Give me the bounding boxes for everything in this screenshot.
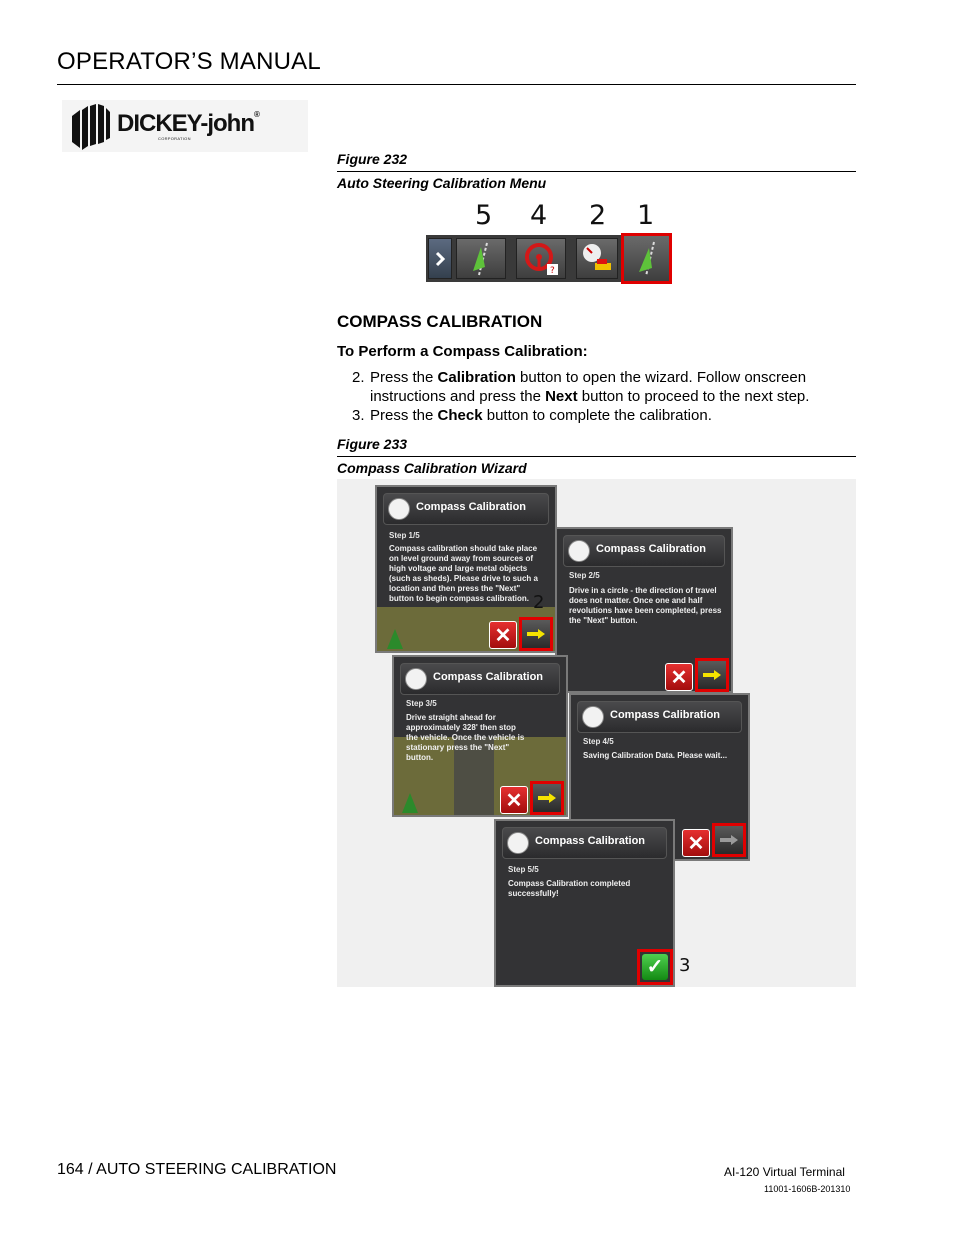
window-titlebar (502, 827, 667, 859)
logo-corporation: CORPORATION (158, 136, 191, 141)
window-titlebar (563, 535, 725, 567)
expand-arrow-icon[interactable] (428, 238, 452, 279)
step-message: Saving Calibration Data. Please wait... (583, 751, 728, 760)
step-indicator: Step 2/5 (569, 571, 600, 580)
callout-2: 2 (589, 200, 607, 231)
wizard-window-step-3 (392, 655, 568, 817)
window-titlebar (577, 701, 742, 733)
next-arrow-icon (527, 629, 545, 639)
dickey-john-logo (62, 100, 308, 152)
window-title: Compass Calibration (610, 709, 721, 721)
wizard-window-step-1 (375, 485, 557, 653)
compass-icon (507, 832, 529, 854)
footer-doc-code: 11001-1606B-201310 (764, 1184, 851, 1194)
window-titlebar (383, 493, 549, 525)
next-arrow-icon (703, 670, 721, 680)
wizard-window-step-2 (555, 527, 733, 693)
next-button[interactable] (519, 617, 553, 651)
logo-mark-icon (68, 102, 112, 150)
cancel-button[interactable]: ✕ (682, 829, 710, 857)
auto-steering-toolbar (426, 235, 672, 282)
section-heading: COMPASS CALIBRATION (337, 312, 543, 331)
next-button-disabled[interactable] (712, 823, 746, 857)
wizard-window-step-5 (494, 819, 675, 987)
manual-title: OPERATOR’S MANUAL (57, 48, 321, 75)
step-message: Compass Calibration completed successfully! (508, 879, 631, 898)
next-button[interactable] (695, 658, 729, 692)
step-indicator: Step 1/5 (389, 531, 420, 540)
callout-3-check: 3 (679, 955, 691, 976)
header-rule (57, 84, 856, 85)
step-number: 2. (352, 369, 365, 386)
window-title: Compass Calibration (433, 671, 544, 683)
figure-232-rule (337, 171, 856, 172)
vehicle-icon (402, 793, 418, 813)
figure-233-title: Compass Calibration Wizard (337, 460, 527, 476)
figure-233-label: Figure 233 (337, 436, 408, 452)
compass-icon (388, 498, 410, 520)
check-icon: ✓ (642, 954, 668, 980)
next-button[interactable] (530, 781, 564, 815)
figure-232-label: Figure 232 (337, 151, 408, 167)
window-title: Compass Calibration (596, 543, 707, 555)
callout-4: 4 (530, 200, 548, 231)
check-button[interactable] (637, 949, 673, 985)
step-indicator: Step 5/5 (508, 865, 539, 874)
procedure-heading: To Perform a Compass Calibration: (337, 343, 588, 360)
callout-2-next: 2 (533, 592, 545, 613)
window-titlebar (400, 663, 560, 695)
svg-text:?: ? (550, 266, 555, 276)
sensor-calibration-icon[interactable] (576, 238, 618, 279)
footer-page-section: 164 / AUTO STEERING CALIBRATION (57, 1161, 337, 1178)
compass-steering-icon[interactable] (621, 233, 672, 284)
callout-5: 5 (475, 200, 493, 231)
cancel-button[interactable]: ✕ (665, 663, 693, 691)
step-indicator: Step 4/5 (583, 737, 614, 746)
logo-brand: DICKEY-john® (117, 110, 259, 137)
compass-icon (582, 706, 604, 728)
compass-icon (568, 540, 590, 562)
vehicle-icon (387, 629, 403, 649)
next-arrow-icon (720, 835, 738, 845)
figure-233-rule (337, 456, 856, 457)
step-indicator: Step 3/5 (406, 699, 437, 708)
next-arrow-icon (538, 793, 556, 803)
step-message: Drive straight ahead for approximately 328' then stop the vehicle. Once the vehicle is stationary press the "Next" button. (406, 713, 525, 762)
step-3: 3. Press the Check button to complete the calibration. (352, 407, 712, 424)
callout-1: 1 (637, 200, 655, 231)
window-title: Compass Calibration (416, 501, 527, 513)
step-2: 2. Press the Calibration button to open the wizard. Follow onscreen instructions and press the Next button to proceed to the next step. (352, 369, 810, 405)
step-message: Drive in a circle - the direction of travel does not matter. Once one and half revolutions have been completed, press the "Next" button. (569, 586, 722, 625)
footer-product: AI-120 Virtual Terminal (724, 1165, 845, 1179)
cancel-button[interactable]: ✕ (500, 786, 528, 814)
window-title: Compass Calibration (535, 835, 646, 847)
compass-icon (405, 668, 427, 690)
figure-232-title: Auto Steering Calibration Menu (337, 175, 547, 191)
cancel-button[interactable]: ✕ (489, 621, 517, 649)
step-number: 3. (352, 407, 365, 424)
step-message: Compass calibration should take place on level ground away from sources of high voltage and large metal objects (such as sheds). Please drive to such a location and then press the "Next" button to begin compass calibration. (389, 544, 538, 603)
steering-line-icon[interactable] (456, 238, 506, 279)
steering-wheel-help-icon[interactable] (516, 238, 566, 279)
